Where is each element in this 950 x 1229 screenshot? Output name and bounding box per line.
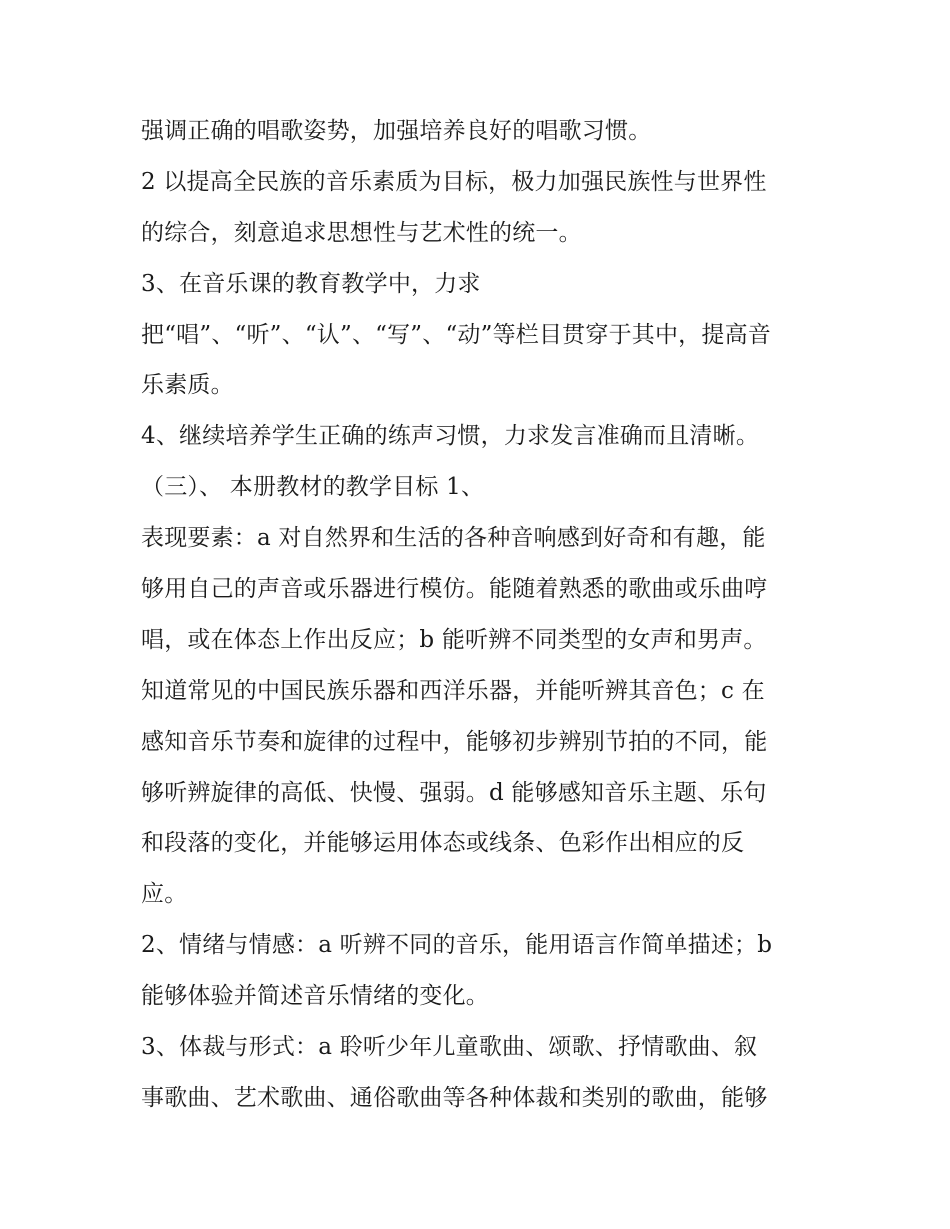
text-line: 事歌曲、艺术歌曲、通俗歌曲等各种体裁和类别的歌曲，能够 xyxy=(141,1084,768,1111)
text-line: 应。 xyxy=(141,881,188,908)
text-line: 3、在音乐课的教育教学中，力求 xyxy=(141,270,481,297)
text-line: 够听辨旋律的高低、快慢、强弱。d 能够感知音乐主题、乐句 xyxy=(141,779,767,806)
text-line: 感知音乐节奏和旋律的过程中，能够初步辨别节拍的不同，能 xyxy=(141,728,768,755)
document-body xyxy=(141,106,821,1124)
text-line: 够用自己的声音或乐器进行模仿。能随着熟悉的歌曲或乐曲哼 xyxy=(141,576,768,603)
text-line: 2、情绪与情感：a 听辨不同的音乐，能用语言作简单描述；b xyxy=(141,932,773,959)
text-line: 把“唱”、“听”、“认”、“写”、“动”等栏目贯穿于其中，提高音 xyxy=(141,321,771,348)
text-line: 和段落的变化，并能够运用体态或线条、色彩作出相应的反 xyxy=(141,830,745,857)
text-line: 3、体裁与形式：a 聆听少年儿童歌曲、颂歌、抒情歌曲、叙 xyxy=(141,1034,758,1061)
text-line: 知道常见的中国民族乐器和西洋乐器，并能听辨其音色；c 在 xyxy=(141,677,765,704)
text-line: 乐素质。 xyxy=(141,372,234,399)
text-line: 2 以提高全民族的音乐素质为目标，极力加强民族性与世界性 xyxy=(141,168,767,195)
text-line: 唱，或在体态上作出反应；b 能听辨不同类型的女声和男声。 xyxy=(141,626,767,653)
text-line: 表现要素：a 对自然界和生活的各种音响感到好奇和有趣，能 xyxy=(141,525,766,552)
text-line: 能够体验并简述音乐情绪的变化。 xyxy=(141,983,489,1010)
section-heading: （三）、 本册教材的教学目标 1、 xyxy=(141,474,485,501)
text-line: 的综合，刻意追求思想性与艺术性的统一。 xyxy=(141,219,582,246)
text-line: 强调正确的唱歌姿势，加强培养良好的唱歌习惯。 xyxy=(141,118,652,144)
text-line: 4、继续培养学生正确的练声习惯，力求发言准确而且清晰。 xyxy=(141,423,760,450)
